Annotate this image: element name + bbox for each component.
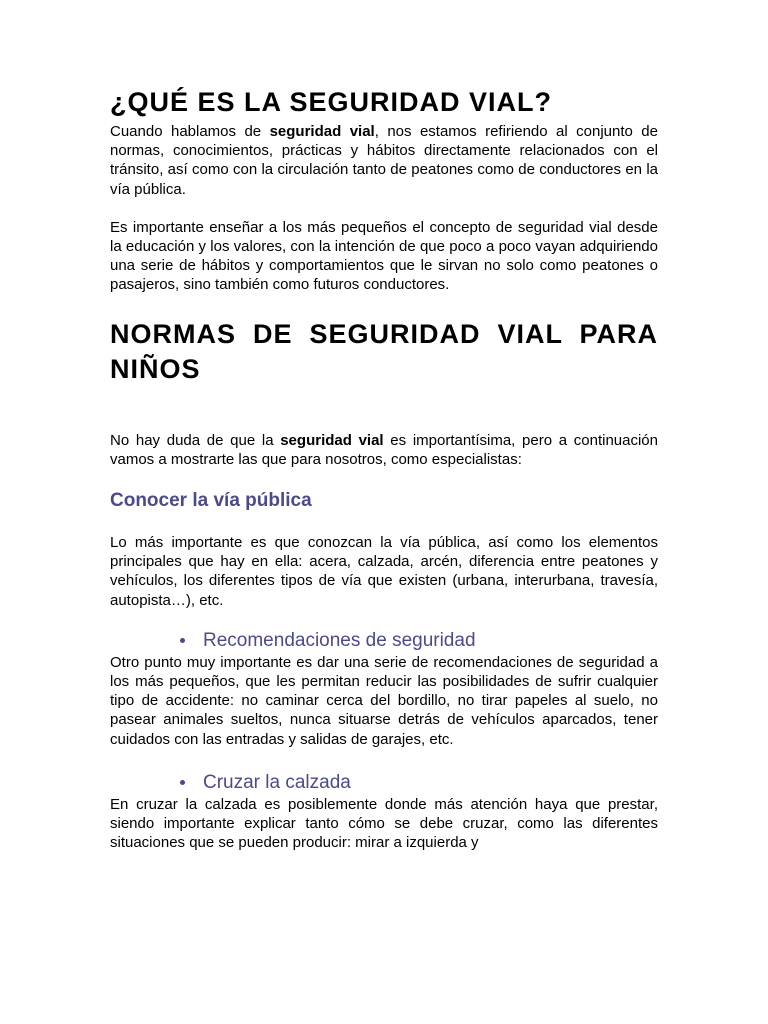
bullet-icon [180,780,185,785]
paragraph-normas-pre: No hay duda de que la [110,431,281,449]
paragraph-importance: Es importante enseñar a los más pequeños el concepto de seguridad vial desde la educación y los valores, con la intención de que poco a poco vayan adquiriendo una serie de hábitos y comportamientos que le sirvan no solo como peatones o pasajeros, sino también como futuros conductores. [110,218,658,294]
subheading-recomendaciones [110,629,658,653]
paragraph-conocer-via: Lo más importante es que conozcan la vía pública, así como los elementos principales que hay en ella: acera, calzada, arcén, diferencia entre peatones y vehículos, los diferentes tipos de vía que existen (urbana, interurbana, travesía, autopista…), etc. [110,534,658,609]
document-page [110,82,658,852]
paragraph-intro-pre: Cuando hablamos de [110,123,270,140]
subheading-conocer-via: Conocer la vía pública [110,490,312,512]
paragraph-recomendaciones: Otro punto muy importante es dar una serie de recomendaciones de seguridad a los más pequeños, que les permitan reducir las posibilidades de sufrir cualquier tipo de accidente: no caminar cerca del bordillo, no tirar papeles al suelo, no pasear animales sueltos, nunca situarse detrás de vehículos aparcados, tener cuidados con las entradas y salidas de garajes, etc. [110,653,658,748]
paragraph-intro [110,122,658,199]
section-heading-normas: NORMAS DE SEGURIDAD VIAL PARA NIÑOS [110,318,658,384]
paragraph-intro-bold: seguridad vial [269,123,375,140]
paragraph-intro-post: , nos estamos refiriendo al conjunto de normas, conocimientos, prácticas y hábitos directamente relacionados con el tránsito, así como con la circulación tanto de peatones como de conductores en la vía pública. [110,123,658,198]
paragraph-normas-intro [110,431,658,469]
subheading-cruzar-calzada [110,771,658,795]
subheading-cruzar-calzada-label: Cruzar la calzada [203,771,351,793]
paragraph-cruzar-calzada: En cruzar la calzada es posiblemente donde más atención haya que prestar, siendo importante explicar tanto cómo se debe cruzar, como las diferentes situaciones que se pueden producir: mirar a izquierda y [110,795,658,852]
paragraph-normas-post: es importantísima, pero a continuación vamos a mostrarte las que para nosotros, como especialistas: [110,431,658,468]
bullet-icon [180,638,185,643]
paragraph-normas-bold: seguridad vial [280,431,384,449]
subheading-recomendaciones-label: Recomendaciones de seguridad [203,629,476,651]
page-title: ¿QUÉ ES LA SEGURIDAD VIAL? [110,87,553,117]
